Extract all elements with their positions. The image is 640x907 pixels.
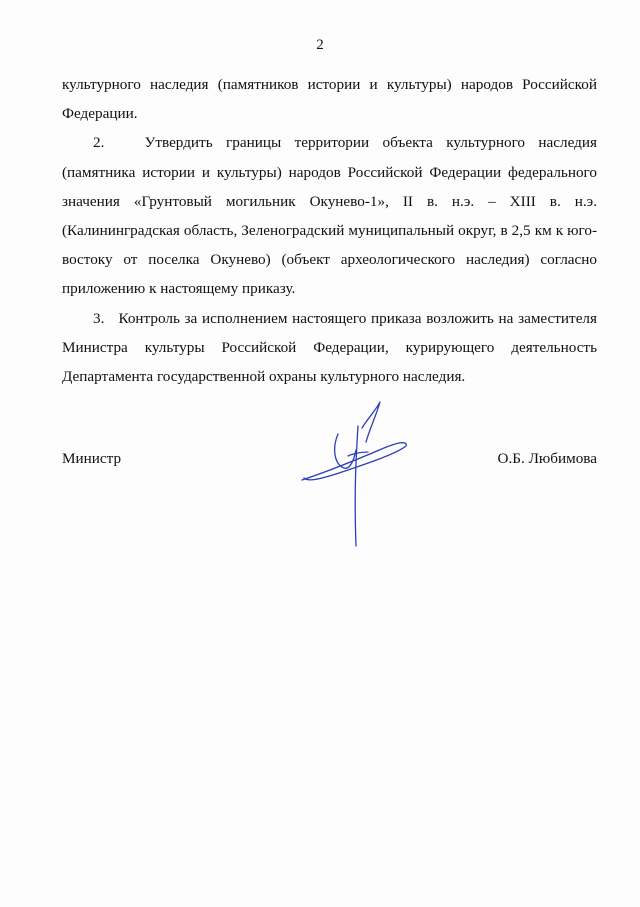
signer-title: Министр — [62, 450, 122, 467]
paragraph-continuation: культурного наследия (памятников истории и культуры) народов Российской Федерации. — [62, 76, 597, 123]
signature-row — [62, 450, 597, 474]
page-number: 2 — [316, 37, 324, 53]
paragraph-item-3: 3. Контроль за исполнением настоящего приказа возложить на заместителя Министра культуры Российской Федерации, курирующего деятельность Департамента государственной охраны культурного наследия. — [62, 309, 597, 386]
document-body — [62, 70, 597, 391]
paragraph-item-2: 2. Утвердить границы территории объекта культурного наследия (памятника истории и культуры) народов Российской Федерации федерального значения «Грунтовый могильник Окунево-1», II в. н.э. – XIII в. н.э. (Калининградская область, Зеленоградский муниципальный округ, в 2,5 км к юго-востоку от поселка Окунево) (объект археологического наследия) согласно приложению к настоящему приказу. — [62, 134, 597, 298]
signer-name: О.Б. Любимова — [497, 450, 597, 467]
